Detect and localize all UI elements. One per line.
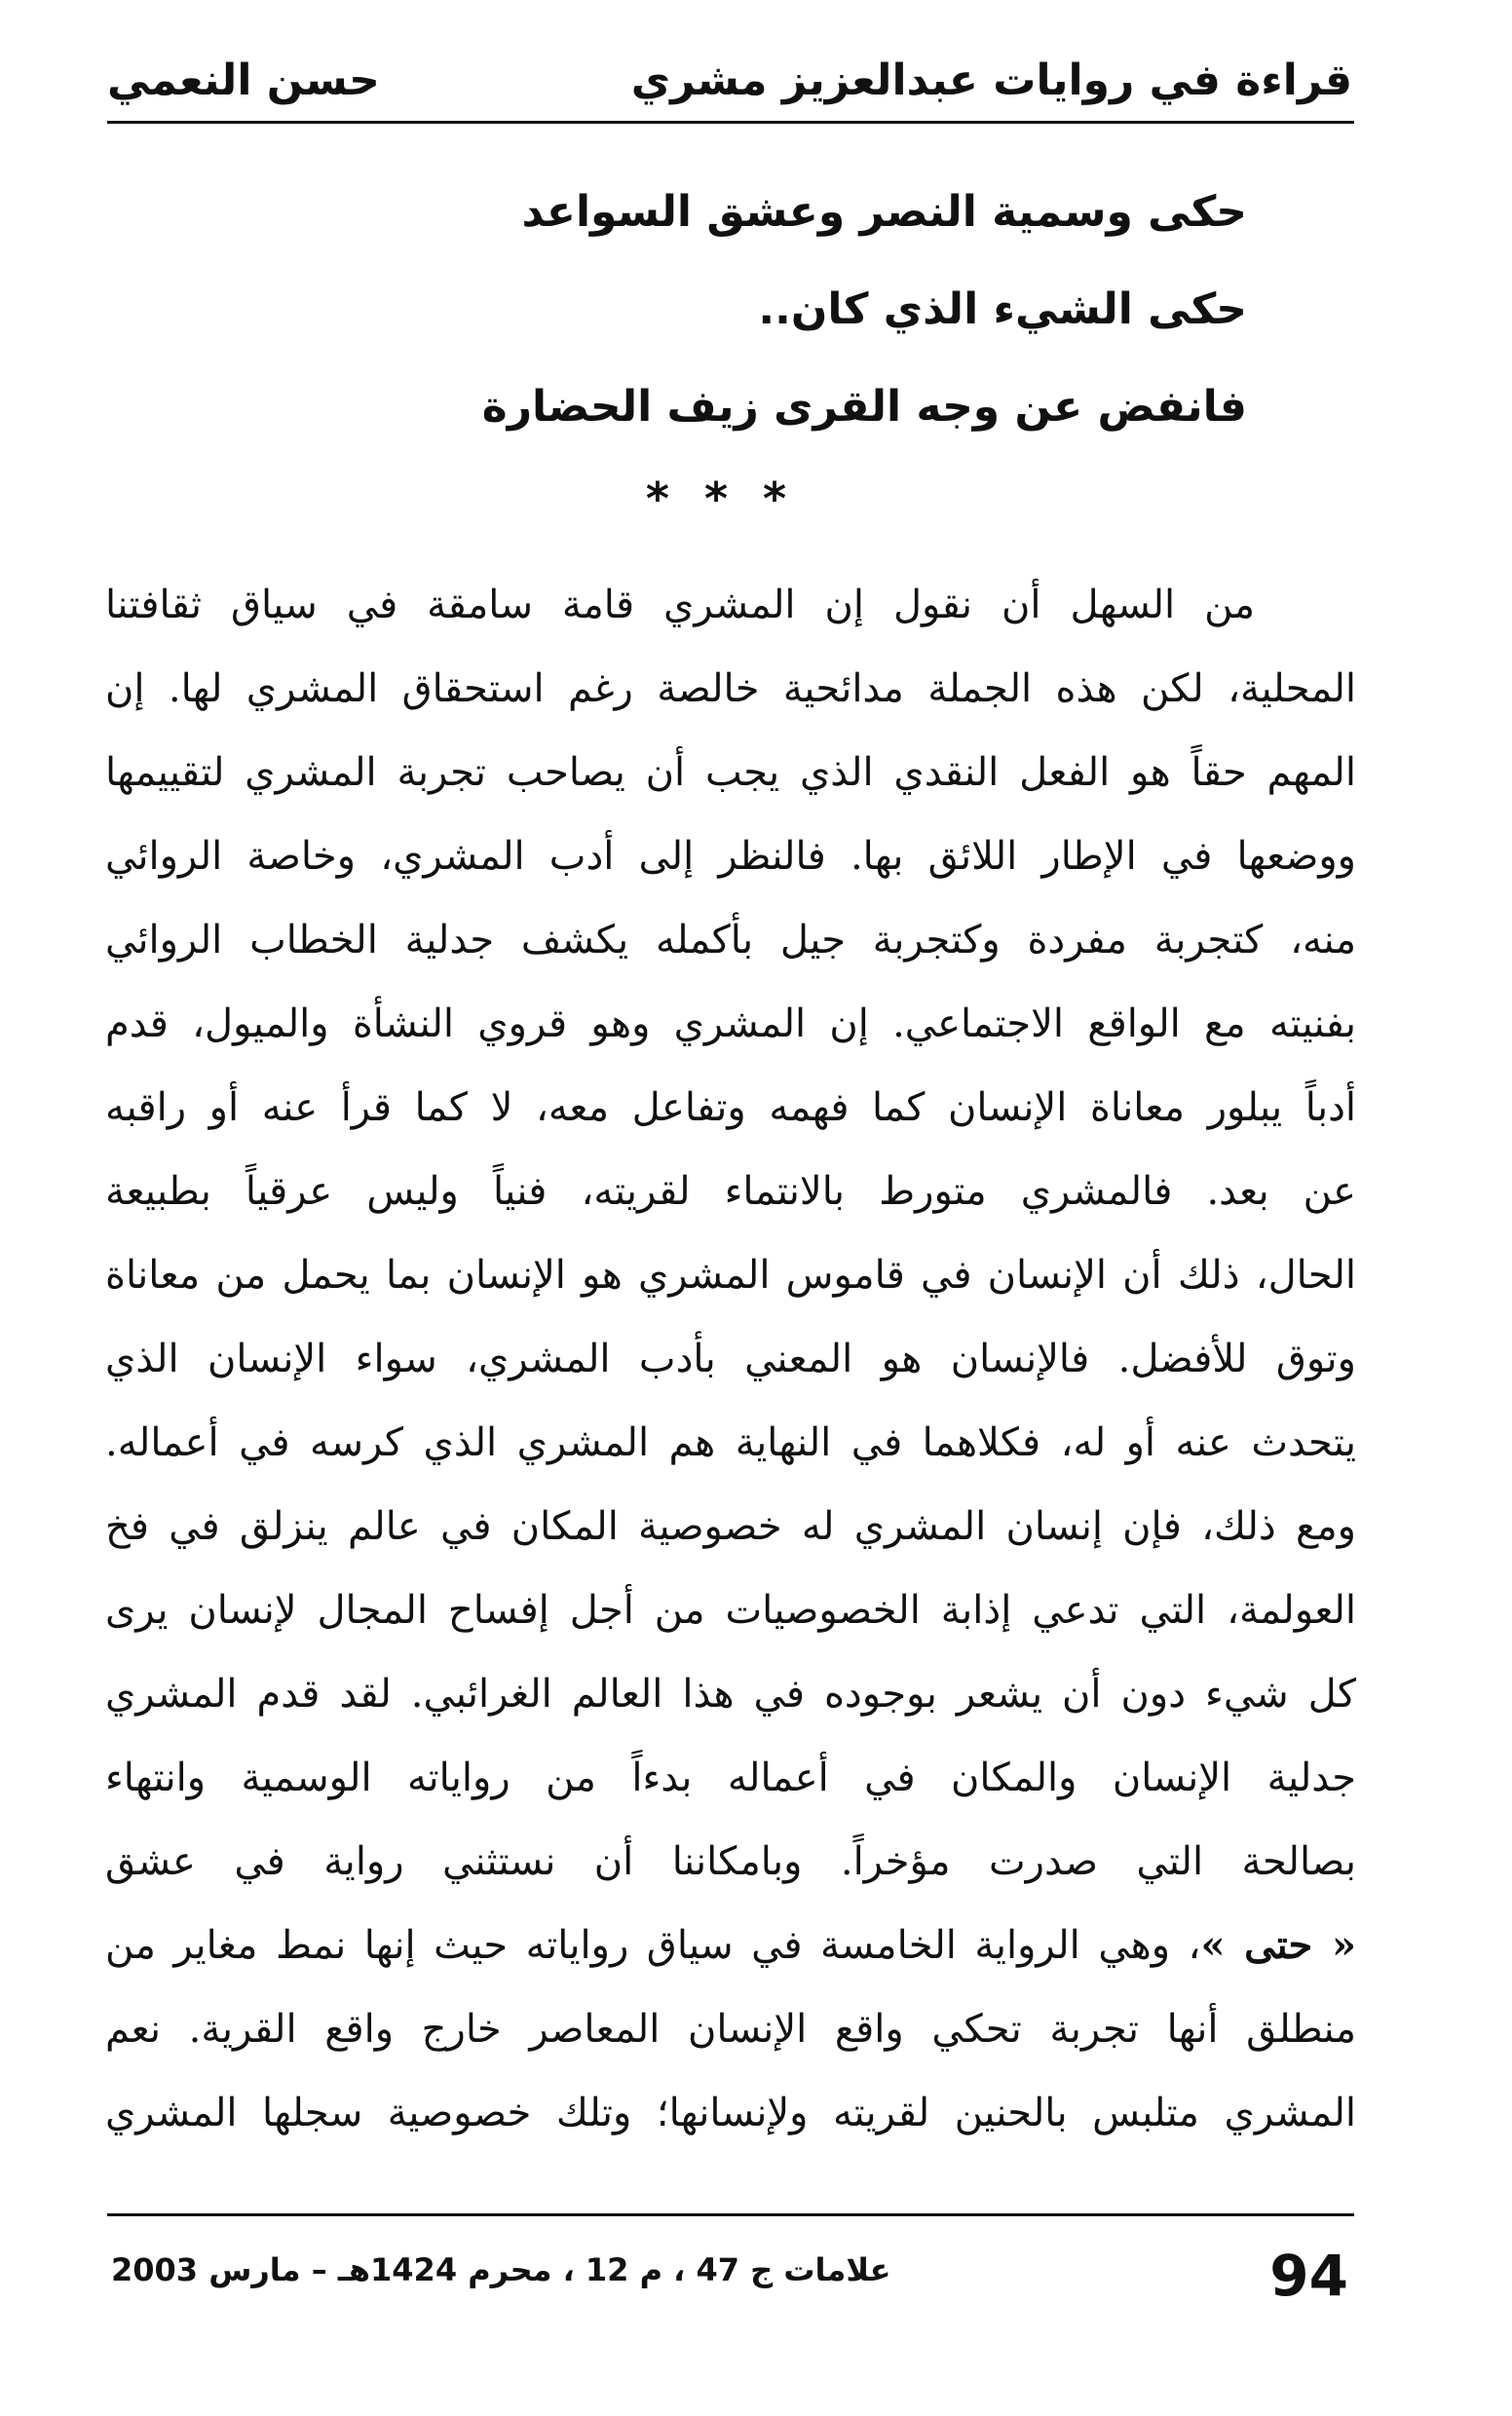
text-line: المهم حقاً هو الفعل النقدي الذي يجب أن يصاحب تجربة المشري لتقييمها <box>105 750 1356 795</box>
verse-block <box>482 164 1247 456</box>
text-line: منطلق أنها تجربة تحكي واقع الإنسان المعاصر خارج واقع القرية. نعم <box>105 2007 1357 2052</box>
text-line: وتوق للأفضل. فالإنسان هو المعني بأدب المشري، سواء الإنسان الذي <box>105 1337 1356 1381</box>
verse-line: فانفض عن وجه القرى زيف الحضارة <box>481 382 1247 432</box>
text-line: ومع ذلك، فإن إنسان المشري له خصوصية المكان في عالم ينزلق في فخ <box>105 1504 1356 1549</box>
text-line: العولمة، التي تدعي إذابة الخصوصيات من أجل إفساح المجال لإنسان يرى <box>105 1588 1356 1633</box>
text-line: أدباً يبلور معاناة الإنسان كما فهمه وتفاعل معه، لا كما قرأ عنه أو راقبه <box>105 1085 1356 1130</box>
text-line: بفنيته مع الواقع الاجتماعي. إن المشري وهو قروي النشأة والميول، قدم <box>105 1001 1356 1046</box>
verse-line: حكى وسمية النصر وعشق السواعد <box>521 187 1247 237</box>
text-line: ووضعها في الإطار اللائق بها. فالنظر إلى أدب المشري، وخاصة الروائي <box>105 834 1356 879</box>
page-header <box>107 47 1352 115</box>
text-line: بصالحة التي صدرت مؤخراً. وبامكاننا أن نستثني رواية في عشق <box>105 1839 1356 1884</box>
header-divider <box>107 121 1354 124</box>
text-line: الحال، ذلك أن الإنسان في قاموس المشري هو الإنسان بما يحمل من معاناة <box>105 1253 1356 1298</box>
journal-info: علامات ج 47 ، م 12 ، محرم 1424هـ – مارس 2003 <box>111 2251 891 2288</box>
author-name: حسن النعمي <box>107 56 380 105</box>
verse-line: حكى الشيء الذي كان.. <box>758 284 1247 334</box>
body-paragraph <box>105 563 1356 2155</box>
text-line: المشري متلبس بالحنين لقريته ولإنسانها؛ وتلك خصوصية سجلها المشري <box>105 2091 1356 2135</box>
text-line: كل شيء دون أن يشعر بوجوده في هذا العالم الغرائبي. لقد قدم المشري <box>105 1672 1356 1717</box>
footer-divider <box>107 2213 1354 2216</box>
novel-title: « حتى » <box>1200 1922 1356 1968</box>
text-line: منه، كتجربة مفردة وكتجربة جيل بأكمله يكشف جدلية الخطاب الروائي <box>105 918 1356 963</box>
page-footer <box>107 2241 1354 2319</box>
text-line: المحلية، لكن هذه الجملة مدائحية خالصة رغم استحقاق المشري لها. إن <box>105 666 1357 711</box>
text-line-with-title <box>105 1904 1356 1987</box>
text-line: يتحدث عنه أو له، فكلاهما في النهاية هم المشري الذي كرسه في أعماله. <box>105 1420 1356 1465</box>
running-title: قراءة في روايات عبدالعزيز مشري <box>630 56 1352 105</box>
page-number: 94 <box>1269 2243 1348 2309</box>
text-line: من السهل أن نقول إن المشري قامة سامقة في سياق ثقافتنا <box>105 583 1255 627</box>
text-line-rest: ، وهي الرواية الخامسة في سياق رواياته حيث إنها نمط مغاير من <box>105 1923 1201 1968</box>
text-line: عن بعد. فالمشري متورط بالانتماء لقريته، فنياً وليس عرقياً بطبيعة <box>105 1169 1356 1214</box>
text-line: جدلية الإنسان والمكان في أعماله بدءاً من رواياته الوسمية وانتهاء <box>105 1755 1356 1800</box>
section-separator: * * * <box>645 472 797 525</box>
